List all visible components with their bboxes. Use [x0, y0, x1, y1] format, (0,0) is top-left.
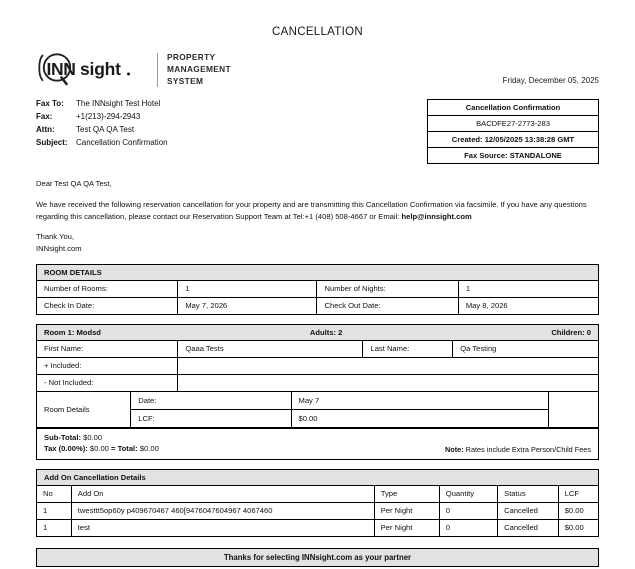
addon-col-quantity: Quantity	[440, 486, 498, 502]
room-detail-date-label: Date:	[131, 392, 291, 409]
room-details-heading-text: ROOM DETAILS	[44, 267, 102, 277]
letter-paragraph-text: We have received the following reservation cancellation for your property and are transmitting this Cancellation Confirmation via facsimile. If you have any questions regarding this cancellation, please contact our Reservation Support Team at Tel:+1 (408) 508-4667 or Email:	[36, 199, 587, 221]
room-totals-row	[37, 428, 598, 459]
addon-cell-name: twesttt5op60y p409670467 460[9476047604967 4067460	[72, 503, 375, 519]
room-detail-lcf-label: LCF:	[131, 410, 291, 427]
confirmation-code: BACDFE27-2773-283	[428, 116, 598, 132]
subtotal-line	[44, 432, 159, 443]
check-in-date-value: May 7, 2026	[178, 298, 317, 314]
tax-value: $0.00	[89, 444, 109, 454]
room-1-heading	[37, 325, 598, 341]
room-details-breakdown-stack	[131, 392, 547, 427]
not-included-row	[37, 375, 598, 392]
addon-cell-quantity: 0	[440, 503, 498, 519]
guest-name-row	[37, 341, 598, 358]
fax-meta-block	[36, 98, 168, 150]
room-detail-line	[131, 392, 547, 410]
logo-tagline-line-2: MANAGEMENT	[167, 64, 231, 75]
fax-subject-value: Cancellation Confirmation	[76, 137, 168, 147]
addon-col-type: Type	[375, 486, 440, 502]
letter-salutation: Dear Test QA QA Test,	[36, 179, 112, 188]
addon-cell-no: 1	[37, 503, 72, 519]
tax-percent: 0.00	[61, 444, 76, 454]
logo-tagline-line-1: PROPERTY	[167, 52, 216, 63]
not-included-value	[178, 375, 598, 391]
room-1-panel	[36, 324, 599, 460]
confirmation-heading: Cancellation Confirmation	[428, 100, 598, 116]
addon-cell-no: 1	[37, 520, 72, 536]
page-title: CANCELLATION	[272, 26, 363, 38]
confirmation-created: Created: 12/05/2025 13:38:28 GMT	[428, 132, 598, 148]
logo-tagline-line-3: SYSTEM	[167, 75, 204, 86]
table-row	[37, 520, 598, 536]
room-detail-trailing-cell	[548, 392, 598, 427]
rates-note-label: Note:	[444, 444, 464, 454]
fax-attn-line	[36, 124, 168, 137]
addon-cell-type: Per Night	[375, 520, 440, 536]
rates-note	[445, 445, 591, 455]
room-totals-left	[44, 432, 159, 455]
check-in-date-label: Check In Date:	[37, 298, 178, 314]
document-header	[36, 52, 599, 88]
logo-divider	[157, 53, 158, 87]
svg-text:INN: INN	[46, 59, 76, 79]
total-label: = Total:	[111, 444, 138, 454]
not-included-label: - Not Included:	[37, 375, 178, 391]
fax-number-label: Fax:	[36, 111, 53, 121]
addon-cell-quantity: 0	[440, 520, 498, 536]
addon-heading	[37, 470, 598, 486]
room-details-heading	[37, 265, 598, 281]
room-1-name: Room 1: Modsd	[44, 327, 101, 337]
addon-cell-name: test	[72, 520, 375, 536]
room-1-children: Children: 0	[551, 327, 591, 337]
letter-body	[36, 178, 599, 255]
innsight-wordmark-icon	[36, 52, 148, 88]
included-row	[37, 358, 598, 375]
room-detail-lcf-value: $0.00	[298, 413, 318, 423]
fax-attn-label: Attn:	[36, 124, 55, 134]
included-label: + Included:	[37, 358, 178, 374]
fax-number-line	[36, 111, 168, 124]
room-detail-date-value: May 7	[298, 395, 320, 405]
addon-table-header	[37, 486, 598, 503]
document-date: Friday, December 05, 2025	[502, 76, 599, 85]
subtotal-value: $0.00	[83, 432, 103, 442]
addon-cell-status: Cancelled	[498, 503, 559, 519]
letter-paragraph	[36, 199, 599, 223]
fax-to-line	[36, 98, 168, 111]
addon-cancellation-panel	[36, 469, 599, 537]
room-detail-line	[131, 410, 547, 427]
tax-label-pre: Tax (	[44, 444, 62, 454]
included-value	[178, 358, 598, 374]
tax-total-line	[44, 443, 159, 454]
fax-meta-and-confirmation	[36, 98, 599, 164]
letter-thanks: Thank You,	[36, 232, 75, 242]
addon-col-name: Add On	[72, 486, 375, 502]
addon-heading-text: Add On Cancellation Details	[44, 472, 146, 482]
footer-message: Thanks for selecting INNsight.com as your partner	[36, 548, 599, 567]
room-details-row	[37, 281, 598, 298]
number-of-rooms-value: 1	[178, 281, 317, 297]
tax-label-post: %):	[75, 444, 88, 454]
check-out-date-label: Check Out Date:	[317, 298, 458, 314]
last-name-value: Qa Testing	[460, 344, 497, 354]
subtotal-label: Sub-Total:	[44, 432, 81, 442]
addon-cell-type: Per Night	[375, 503, 440, 519]
number-of-nights-value: 1	[465, 284, 471, 294]
fax-subject-label: Subject:	[36, 137, 68, 147]
room-details-breakdown-label: Room Details	[37, 392, 131, 427]
addon-col-no: No	[37, 486, 72, 502]
table-row	[37, 503, 598, 520]
number-of-rooms-label: Number of Rooms:	[37, 281, 178, 297]
room-details-panel	[36, 264, 599, 315]
fax-number-value: +1(213)-294-2943	[76, 111, 141, 121]
confirmation-fax-source: Fax Source: STANDALONE	[464, 151, 562, 160]
room-1-adults: Adults: 2	[309, 327, 343, 337]
check-out-date-value: May 8, 2026	[465, 301, 508, 311]
fax-subject-line	[36, 137, 168, 150]
number-of-nights-label: Number of Nights:	[317, 281, 458, 297]
confirmation-box	[427, 99, 599, 164]
first-name-label: First Name:	[37, 341, 178, 357]
addon-cell-status: Cancelled	[498, 520, 559, 536]
support-email: help@innsight.com	[401, 211, 472, 221]
addon-cell-lcf: $0.00	[564, 523, 584, 533]
fax-attn-value: Test QA QA Test	[76, 124, 135, 134]
last-name-label: Last Name:	[363, 341, 453, 357]
room-details-breakdown-row	[37, 392, 598, 428]
addon-col-lcf: LCF	[564, 489, 580, 499]
letter-signature: INNsight.com	[36, 244, 82, 254]
rates-note-text: Rates include Extra Person/Child Fees	[465, 444, 591, 454]
room-details-row	[37, 298, 598, 314]
innsight-logo	[36, 52, 231, 88]
fax-to-value: The INNsight Test Hotel	[76, 99, 161, 108]
svg-text:sight: sight	[80, 59, 121, 79]
addon-cell-lcf: $0.00	[564, 506, 584, 516]
addon-col-status: Status	[498, 486, 559, 502]
first-name-value: Qaaa Tests	[178, 341, 363, 357]
fax-to-label: Fax To:	[36, 99, 64, 108]
total-value: $0.00	[139, 444, 159, 454]
logo-tagline	[167, 52, 231, 88]
